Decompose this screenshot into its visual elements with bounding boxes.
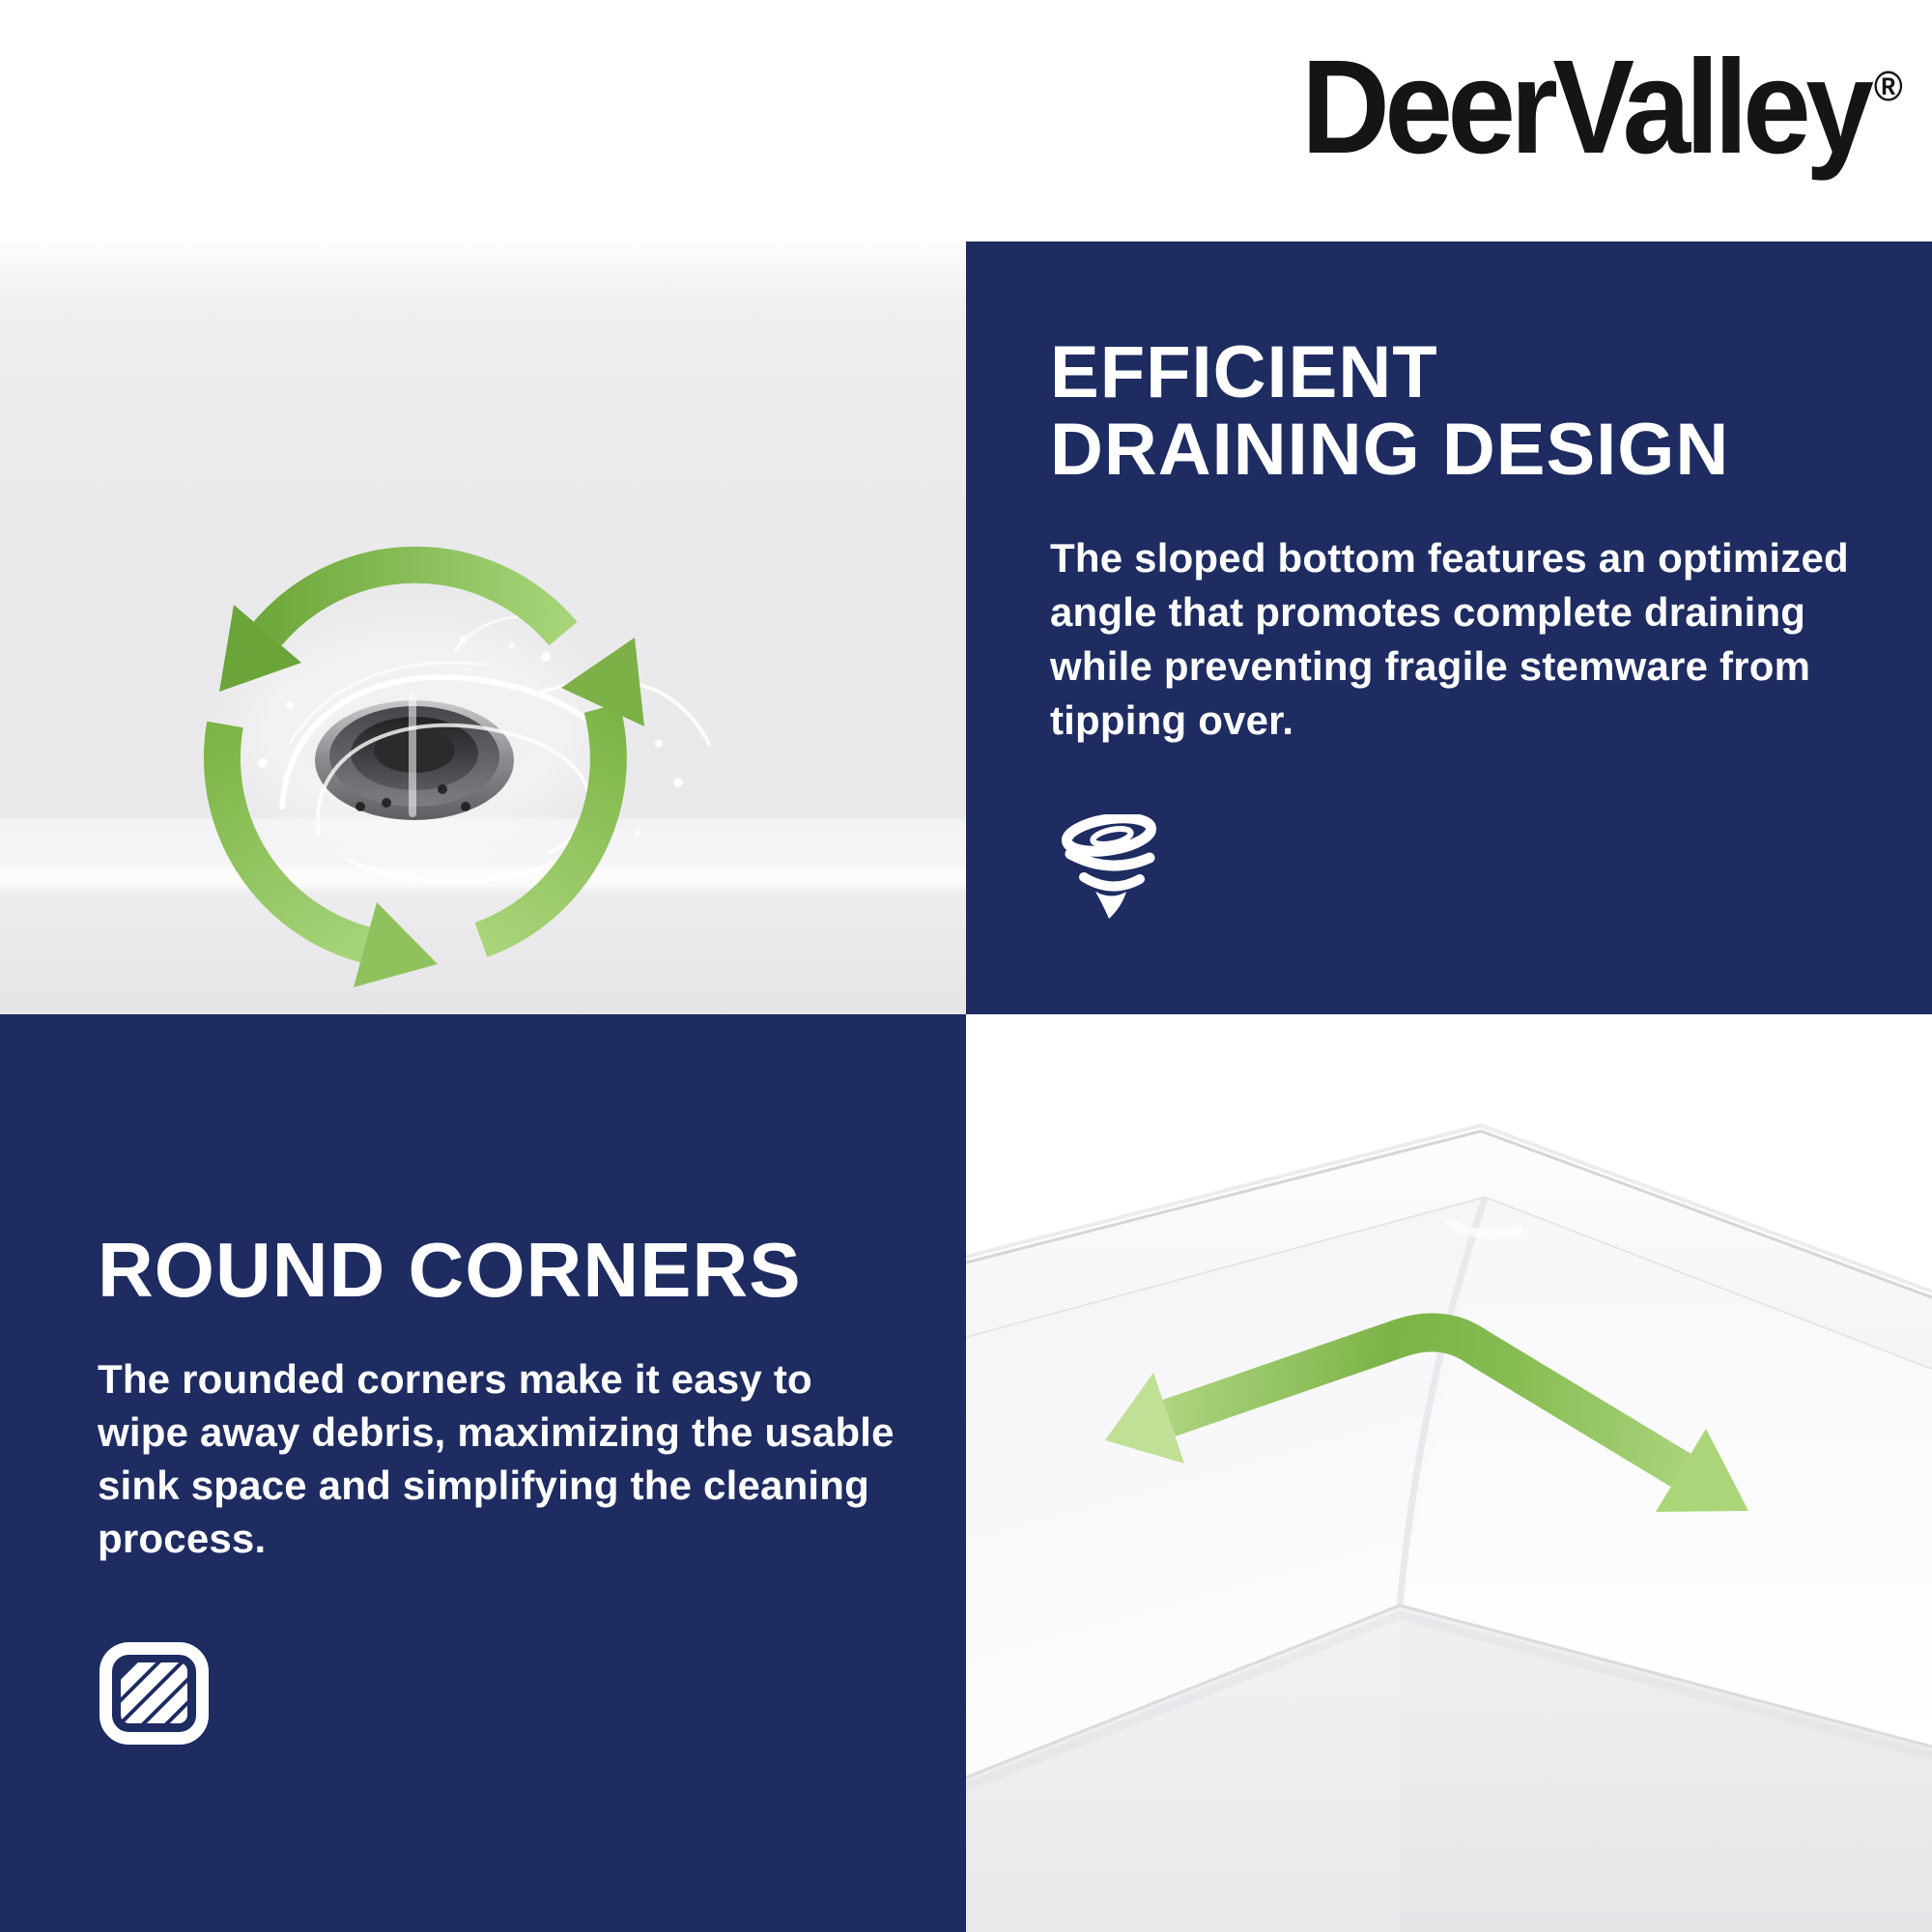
draining-body-line: angle that promotes complete draining xyxy=(1050,589,1806,635)
draining-body-line: tipping over. xyxy=(1050,697,1294,743)
corners-panel xyxy=(0,1014,966,1932)
corners-heading: ROUND CORNERS xyxy=(98,1227,802,1313)
corners-body-line: process. xyxy=(98,1516,267,1561)
draining-body-line: The sloped bottom features an optimized xyxy=(1050,535,1849,581)
registered-trademark: ® xyxy=(1874,63,1903,110)
corners-body-line: The rounded corners make it easy to xyxy=(98,1356,812,1402)
draining-body xyxy=(1050,531,1849,748)
drain-scene xyxy=(0,242,966,1014)
recycle-arrowhead-left xyxy=(354,902,438,987)
draining-heading-line2: DRAINING DESIGN xyxy=(1050,409,1730,491)
sink-corner-photo xyxy=(966,1014,1932,1932)
corners-body-line: wipe away debris, maximizing the usable xyxy=(98,1409,895,1455)
hatched-rounded-square-icon xyxy=(99,1642,209,1745)
corners-body-line: sink space and simplifying the cleaning xyxy=(98,1463,870,1508)
draining-body-line: while preventing fragile stemware from xyxy=(1050,643,1811,689)
draining-panel xyxy=(966,242,1932,1014)
brand-logo-text: DeerValley xyxy=(1301,33,1869,182)
corners-body xyxy=(98,1352,895,1565)
drain-photo xyxy=(0,242,966,1014)
brand-logo xyxy=(1301,10,1903,185)
tornado-icon xyxy=(1058,814,1160,923)
sink-corner-scene xyxy=(966,1014,1932,1932)
draining-heading-line1: EFFICIENT xyxy=(1050,331,1438,413)
draining-heading xyxy=(1050,331,1730,491)
